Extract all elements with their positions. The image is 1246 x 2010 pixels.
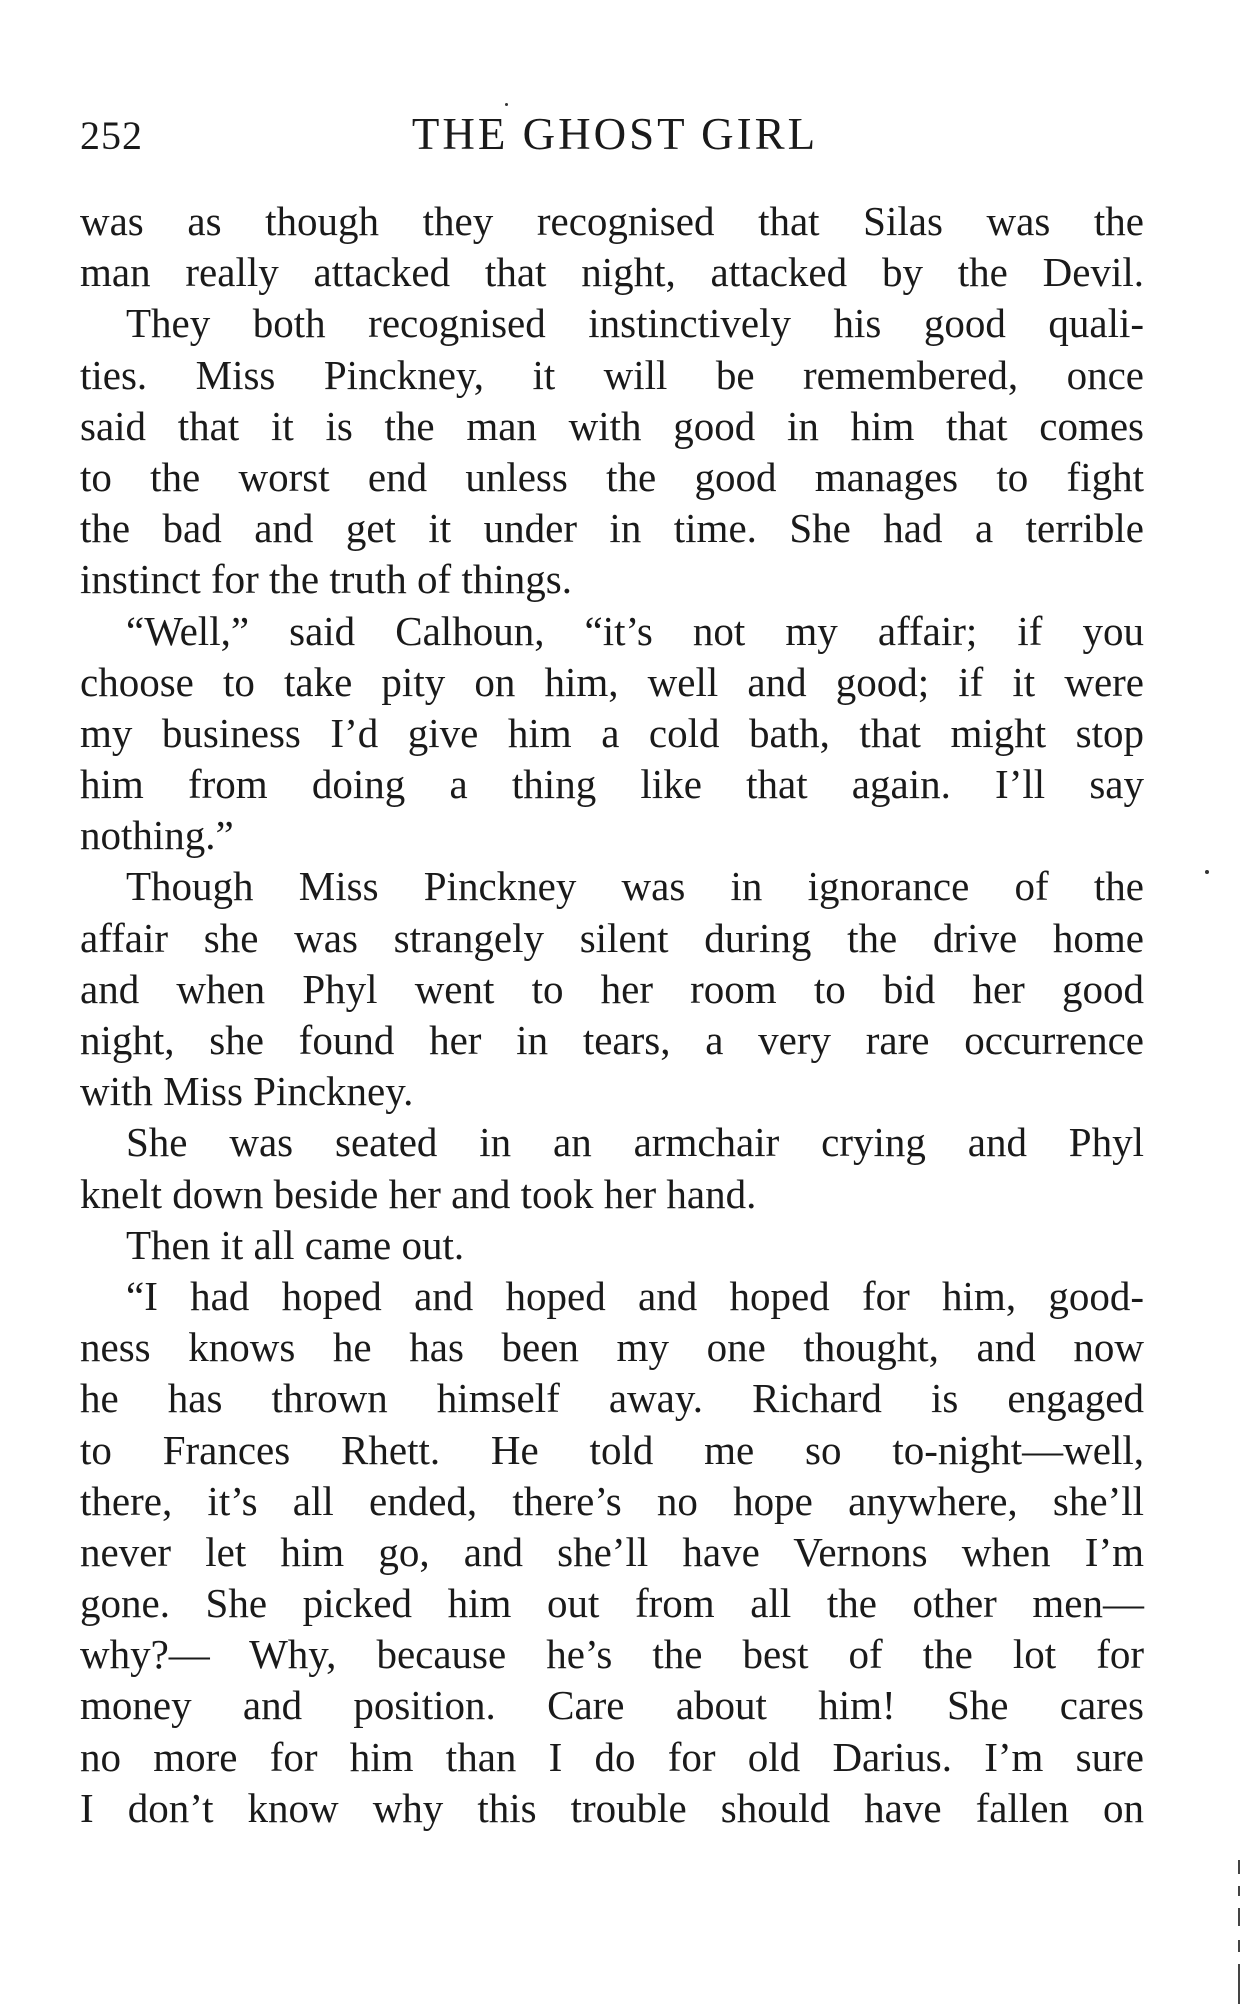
text-line: nothing.”	[80, 812, 234, 859]
text-line: there, it’s all ended, there’s no hope anywhere, she’ll	[80, 1477, 1144, 1524]
text-line: They both recognised instinctively his good quali-	[126, 300, 1144, 347]
scan-edge-marks	[1236, 1860, 1246, 2010]
text-line: why?— Why, because he’s the best of the lot for	[80, 1631, 1144, 1678]
text-line: Then it all came out.	[126, 1221, 465, 1268]
scan-speck	[505, 103, 508, 106]
text-line: affair she was strangely silent during the drive home	[80, 914, 1144, 961]
text-line: choose to take pity on him, well and good; if it were	[80, 658, 1144, 705]
text-line: Though Miss Pinckney was in ignorance of the	[126, 863, 1144, 910]
text-line: instinct for the truth of things.	[80, 556, 572, 603]
text-line: She was seated in an armchair crying and Phyl	[126, 1119, 1144, 1166]
text-line: to the worst end unless the good manages to fight	[80, 453, 1144, 500]
body-text	[80, 196, 1144, 1834]
text-line: my business I’d give him a cold bath, that might stop	[80, 709, 1144, 756]
text-line: never let him go, and she’ll have Vernons when I’m	[80, 1528, 1144, 1575]
text-line: him from doing a thing like that again. I’ll say	[80, 761, 1144, 808]
text-line: and when Phyl went to her room to bid her good	[80, 965, 1144, 1012]
text-line: “Well,” said Calhoun, “it’s not my affair; if you	[126, 607, 1144, 654]
text-line: ness knows he has been my one thought, and now	[80, 1324, 1144, 1371]
text-line: to Frances Rhett. He told me so to-night—well,	[80, 1426, 1144, 1473]
text-line: ties. Miss Pinckney, it will be remembered, once	[80, 351, 1144, 398]
text-line: knelt down beside her and took her hand.	[80, 1170, 757, 1217]
text-line: gone. She picked him out from all the other men—	[80, 1580, 1144, 1627]
text-line: said that it is the man with good in him that comes	[80, 402, 1144, 449]
text-line: he has thrown himself away. Richard is engaged	[80, 1375, 1144, 1422]
text-line: was as though they recognised that Silas was the	[80, 198, 1144, 244]
text-line: no more for him than I do for old Darius. I’m sure	[80, 1733, 1144, 1780]
text-line: man really attacked that night, attacked by the Devil.	[80, 249, 1144, 296]
text-line: I don’t know why this trouble should have fallen on	[80, 1784, 1144, 1831]
text-line: the bad and get it under in time. She had a terrible	[80, 505, 1144, 552]
page-number: 252	[80, 113, 143, 158]
book-title: THE GHOST GIRL	[411, 109, 819, 159]
text-line: with Miss Pinckney.	[80, 1068, 414, 1115]
text-line: money and position. Care about him! She cares	[80, 1682, 1144, 1729]
text-line: night, she found her in tears, a very rare occurrence	[80, 1017, 1144, 1063]
scan-speck	[1205, 870, 1209, 874]
running-head	[80, 108, 1150, 164]
text-line: “I had hoped and hoped and hoped for him, good-	[126, 1272, 1144, 1319]
